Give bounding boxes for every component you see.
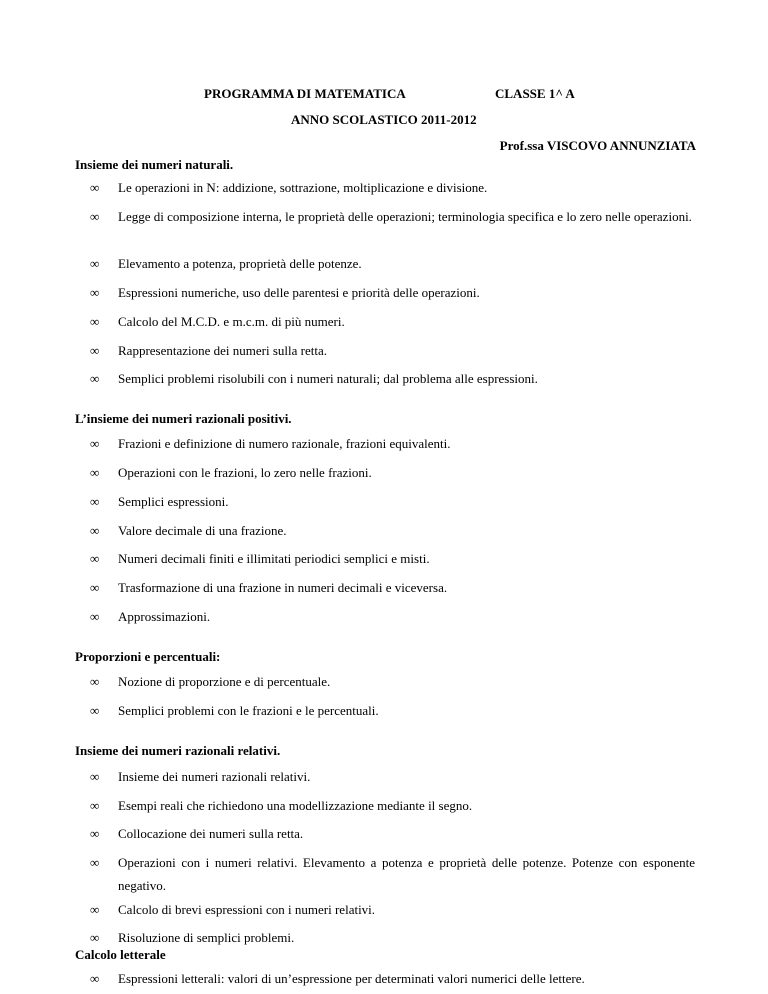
section-title: Calcolo letterale [75, 947, 166, 962]
bullet-icon: ∞ [90, 971, 100, 986]
teacher-name: Prof.ssa VISCOVO ANNUNZIATA [499, 138, 696, 153]
bullet-icon: ∞ [90, 371, 100, 386]
bullet-icon: ∞ [90, 494, 100, 509]
section-title: L’insieme dei numeri razionali positivi. [75, 411, 292, 426]
list-item-text: Frazioni e definizione di numero razionale, frazioni equivalenti. [118, 436, 451, 451]
bullet-icon: ∞ [90, 343, 100, 358]
list-item-text: Operazioni con le frazioni, lo zero nelle frazioni. [118, 465, 372, 480]
list-item [90, 339, 695, 362]
bullet-icon: ∞ [90, 256, 100, 271]
list-item [90, 794, 695, 817]
list-item-text: Legge di composizione interna, le proprietà delle operazioni; terminologia specifica e lo zero nelle operazioni. [118, 209, 692, 224]
bullet-icon: ∞ [90, 855, 100, 870]
school-year: ANNO SCOLASTICO 2011-2012 [291, 112, 477, 127]
list-item-text: Semplici problemi con le frazioni e le percentuali. [118, 703, 379, 718]
list-item [90, 519, 695, 542]
list-item [90, 851, 695, 897]
list-item-text: Semplici espressioni. [118, 494, 229, 509]
list-item-text: Le operazioni in N: addizione, sottrazione, moltiplicazione e divisione. [118, 180, 488, 195]
list-item-text: Trasformazione di una frazione in numeri decimali e viceversa. [118, 580, 448, 595]
list-item-text: Insieme dei numeri razionali relativi. [118, 769, 311, 784]
class-label: CLASSE 1^ A [495, 86, 575, 101]
list-item [90, 176, 695, 199]
list-item-text: Valore decimale di una frazione. [118, 523, 287, 538]
list-item [90, 252, 695, 275]
list-item-text: Semplici problemi risolubili con i numeri naturali; dal problema alle espressioni. [118, 371, 538, 386]
list-item-text: Nozione di proporzione e di percentuale. [118, 674, 331, 689]
bullet-icon: ∞ [90, 798, 100, 813]
bullet-icon: ∞ [90, 209, 100, 224]
list-item [90, 926, 695, 949]
list-item-text: Approssimazioni. [118, 609, 211, 624]
list-item-text: Elevamento a potenza, proprietà delle potenze. [118, 256, 362, 271]
list-item [90, 461, 695, 484]
bullet-icon: ∞ [90, 769, 100, 784]
document-title: PROGRAMMA DI MATEMATICA [204, 86, 406, 101]
list-item-text: Espressioni letterali: valori di un’espressione per determinati valori numerici delle lettere. [118, 971, 585, 986]
bullet-icon: ∞ [90, 523, 100, 538]
list-item-text: Operazioni con i numeri relativi. Elevamento a potenza e proprietà delle potenze. Potenze con esponente negativo. [118, 855, 695, 893]
bullet-icon: ∞ [90, 551, 100, 566]
list-item-text: Numeri decimali finiti e illimitati periodici semplici e misti. [118, 551, 430, 566]
list-item [90, 576, 695, 599]
list-item [90, 367, 695, 390]
list-item [90, 822, 695, 845]
section-title: Insieme dei numeri razionali relativi. [75, 743, 281, 758]
list-item [90, 699, 695, 722]
list-item-text: Collocazione dei numeri sulla retta. [118, 826, 304, 841]
bullet-icon: ∞ [90, 580, 100, 595]
section-title: Proporzioni e percentuali: [75, 649, 221, 664]
list-item [90, 205, 695, 228]
bullet-icon: ∞ [90, 674, 100, 689]
list-item [90, 547, 695, 570]
bullet-icon: ∞ [90, 826, 100, 841]
list-item [90, 310, 695, 333]
bullet-icon: ∞ [90, 180, 100, 195]
bullet-icon: ∞ [90, 436, 100, 451]
list-item [90, 605, 695, 628]
bullet-icon: ∞ [90, 902, 100, 917]
list-item [90, 281, 695, 304]
list-item [90, 432, 695, 455]
bullet-icon: ∞ [90, 314, 100, 329]
list-item [90, 670, 695, 693]
list-item-text: Esempi reali che richiedono una modellizzazione mediante il segno. [118, 798, 473, 813]
list-item [90, 765, 695, 788]
bullet-icon: ∞ [90, 930, 100, 945]
bullet-icon: ∞ [90, 285, 100, 300]
bullet-icon: ∞ [90, 609, 100, 624]
bullet-icon: ∞ [90, 703, 100, 718]
section-title: Insieme dei numeri naturali. [75, 157, 234, 172]
list-item-text: Risoluzione di semplici problemi. [118, 930, 295, 945]
list-item [90, 490, 695, 513]
bullet-icon: ∞ [90, 465, 100, 480]
list-item [90, 898, 695, 921]
list-item-text: Calcolo del M.C.D. e m.c.m. di più numeri. [118, 314, 345, 329]
list-item-text: Espressioni numeriche, uso delle parentesi e priorità delle operazioni. [118, 285, 480, 300]
list-item-text: Calcolo di brevi espressioni con i numeri relativi. [118, 902, 376, 917]
list-item [90, 967, 695, 990]
list-item-text: Rappresentazione dei numeri sulla retta. [118, 343, 328, 358]
